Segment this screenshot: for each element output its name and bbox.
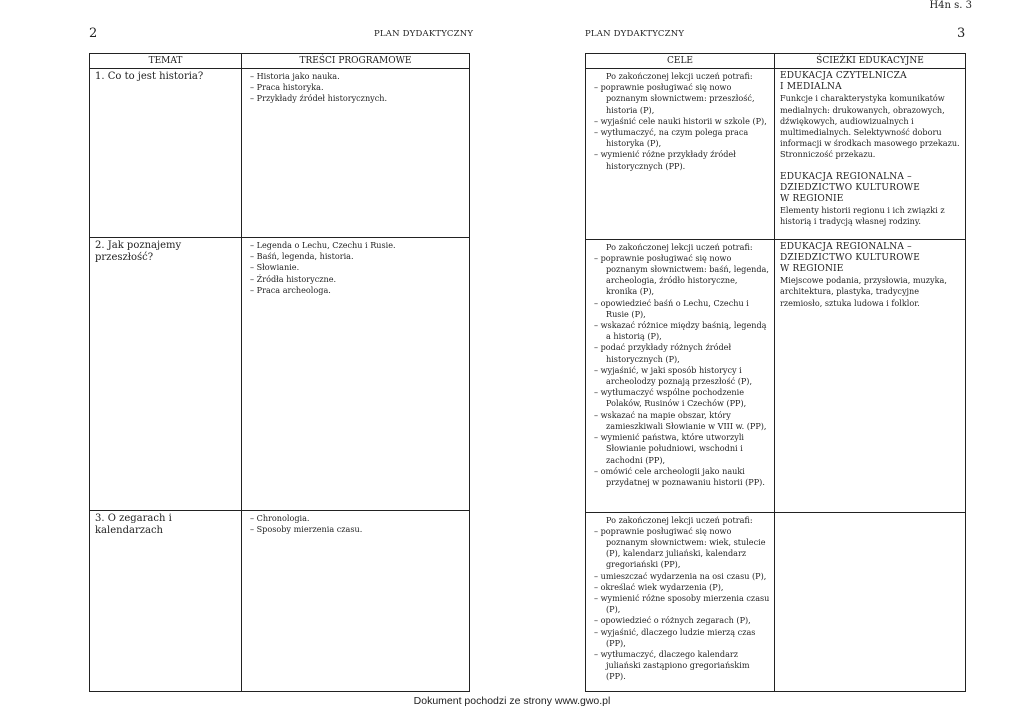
right-page-number: 3 [957,26,966,41]
table-row [586,69,966,240]
list-item: – wymienić różne przykłady źródeł historycznych (PP). [594,149,770,171]
list-item: – Przykłady źródeł historycznych. [250,93,465,104]
list-item: – wskazać różnice między baśnią, legendą a historią (P), [594,320,770,342]
paths-cell [775,512,966,691]
list-item: – Chronologia. [250,513,465,524]
list-item: – Sposoby mierzenia czasu. [250,524,465,535]
column-header-temat: TEMAT [90,54,242,69]
column-header-tresci: TREŚCI PROGRAMOWE [242,54,470,69]
list-item: – wymienić różne sposoby mierzenia czasu (P), [594,593,770,615]
list-item: – omówić cele archeologii jako nauki przydatnej w poznawaniu historii (PP). [594,466,770,488]
education-path-title: EDUKACJA REGIONALNA – DZIEDZICTWO KULTUROWE W REGIONIE [780,241,920,275]
paths-cell [775,239,966,512]
list-item: – Praca archeologa. [250,285,465,296]
education-path-description: Elementy historii regionu i ich związki z historią i tradycją własnej rodziny. [780,205,945,227]
list-item: – określać wiek wydarzenia (P), [594,582,770,593]
list-item: – umieszczać wydarzenia na osi czasu (P), [594,571,770,582]
list-item: – Legenda o Lechu, Czechu i Rusie. [250,240,465,251]
list-item: – wyjaśnić, w jaki sposób historycy i archeolodzy poznają przeszłość (P), [594,365,770,387]
education-path-title: EDUKACJA REGIONALNA – DZIEDZICTWO KULTUROWE W REGIONIE [780,171,920,205]
footer-source-note: Dokument pochodzi ze strony www.gwo.pl [413,695,611,707]
table-row [586,512,966,691]
column-header-sciezki: ŚCIEŻKI EDUKACYJNE [775,54,966,69]
education-path-title: EDUKACJA CZYTELNICZA I MEDIALNA [780,71,907,93]
left-plan-table [89,53,470,692]
content-cell [242,511,470,692]
list-item: – wytłumaczyć, dlaczego kalendarz juliański zastąpiono gregoriańskim (PP). [594,649,770,683]
table-row [90,238,470,511]
goals-intro: Po zakończonej lekcji uczeń potrafi: [606,71,753,81]
goals-intro: Po zakończonej lekcji uczeń potrafi: [606,514,753,525]
list-item: – wyjaśnić, dlaczego ludzie mierzą czas (PP), [594,627,770,649]
left-page-header: PLAN DYDAKTYCZNY [374,29,474,39]
list-item: – poprawnie posługiwać się nowo poznanym słownictwem: baśń, legenda, archeologia, źródło historyczne, kronika (P), [594,253,770,298]
topic-cell: 3. O zegarach i kalendarzach [90,511,242,692]
list-item: – Źródła historyczne. [250,274,465,285]
table-row [90,511,470,692]
list-item: – opowiedzieć o różnych zegarach (P), [594,615,770,626]
right-plan-table [585,53,966,692]
list-item: – Baśń, legenda, historia. [250,251,465,262]
list-item: – opowiedzieć baśń o Lechu, Czechu i Rusie (P), [594,298,770,320]
list-item: – wyjaśnić cele nauki historii w szkole (P), [594,116,770,127]
list-item: – wytłumaczyć wspólne pochodzenie Polaków, Rusinów i Czechów (PP), [594,387,770,409]
table-row [586,239,966,512]
education-path-block [780,172,961,228]
list-item: – wskazać na mapie obszar, który zamieszkiwali Słowianie w VIII w. (PP), [594,410,770,432]
goals-cell [586,512,775,691]
education-path-description: Funkcje i charakterystyka komunikatów medialnych: drukowanych, obrazowych, dźwiękowych, audiowizualnych i multimedialnych. Selektywność doboru informacji w środkach masowego przekazu. Stronniczość przekazu. [780,93,960,160]
topic-cell: 1. Co to jest historia? [90,69,242,238]
goals-intro: Po zakończonej lekcji uczeń potrafi: [606,241,753,252]
content-cell [242,69,470,238]
education-path-block [780,242,961,309]
list-item: – poprawnie posługiwać się nowo poznanym słownictwem: przeszłość, historia (P), [594,82,770,116]
topic-cell: 2. Jak poznajemy przeszłość? [90,238,242,511]
list-item: – wytłumaczyć, na czym polega praca historyka (P), [594,127,770,149]
list-item: – podać przykłady różnych źródeł historycznych (P), [594,342,770,364]
left-page-number: 2 [89,26,98,41]
goals-cell [586,69,775,240]
list-item: – Praca historyka. [250,82,465,93]
right-page-header: PLAN DYDAKTYCZNY [585,29,685,39]
list-item: – wymienić państwa, które utworzyli Słowianie południowi, wschodni i zachodni (PP), [594,432,770,466]
paths-cell [775,69,966,240]
list-item: – Historia jako nauka. [250,71,465,82]
goals-cell [586,239,775,512]
list-item: – Słowianie. [250,262,465,273]
corner-page-label: H4n s. 3 [929,0,972,11]
table-row [90,69,470,238]
list-item: – poprawnie posługiwać się nowo poznanym słownictwem: wiek, stulecie (P), kalendarz juliański, kalendarz gregoriański (PP), [594,526,770,571]
content-cell [242,238,470,511]
column-header-cele: CELE [586,54,775,69]
education-path-description: Miejscowe podania, przysłowia, muzyka, architektura, plastyka, tradycyjne rzemiosło, sztuka ludowa i folklor. [780,275,947,308]
education-path-block [780,71,961,161]
